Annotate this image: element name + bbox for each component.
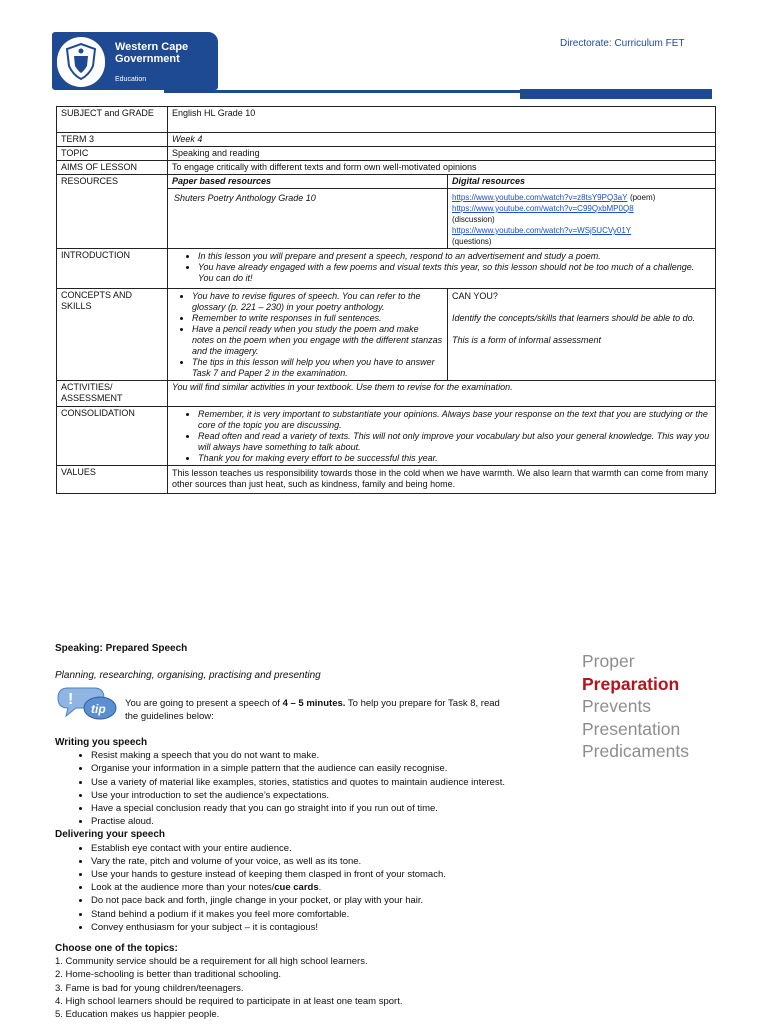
cue-cards: cue cards — [274, 882, 319, 894]
list-item: • Look at the audience more than your notes/cue cards. — [91, 881, 655, 894]
list-item: • You have already engaged with a few poems and visual texts this year, so this lesson should not be too much of a challenge. You can do it! — [198, 262, 711, 284]
list-item: • You have to revise figures of speech. You can refer to the glossary (p. 221 – 230) in your poetry anthology. — [192, 291, 443, 313]
org-dept: Education — [115, 76, 147, 83]
can-you-title: CAN YOU? — [452, 291, 498, 301]
list-item: 3. Fame is bad for young children/teenagers. — [55, 982, 244, 994]
list-item: • Practise aloud. — [91, 815, 655, 828]
tip-text: You are going to present a speech of 4 – 5 minutes. To help you prepare for Task 8, read the guidelines below: — [125, 698, 500, 722]
can-you-note: This is a form of informal assessment — [452, 335, 602, 345]
list-item: • Have a pencil ready when you study the poem and make notes on the poem when you engage with the different stanzas and the imagery. — [192, 324, 443, 357]
row-aims — [57, 161, 716, 175]
consolidation-content — [168, 407, 716, 466]
list-item: • Have a special conclusion ready that you can go straight into if you run out of time. — [91, 802, 655, 815]
values-label: VALUES — [57, 466, 168, 494]
resource-link[interactable]: https://www.youtube.com/watch?v=z8tsY9PQ3aY — [452, 193, 628, 202]
list-item: 5. Education makes us happier people. — [55, 1009, 220, 1021]
list-item: • Use your introduction to set the audience’s expectations. — [91, 789, 655, 802]
list-item: • Convey enthusiasm for your subject – it is contagious! — [91, 921, 655, 934]
subject-label: SUBJECT and GRADE — [57, 107, 168, 133]
list-item: • Stand behind a podium if it makes you feel more comfortable. — [91, 908, 655, 921]
paper-resource-item: Shuters Poetry Anthology Grade 10 — [168, 189, 448, 249]
list-item: • Resist making a speech that you do not want to make. — [91, 749, 655, 762]
row-topic — [57, 147, 716, 161]
term-value: Week 4 — [168, 133, 716, 147]
tip-icon — [56, 684, 118, 722]
svg-text:!: ! — [68, 691, 74, 708]
ppp-word: Presentation — [582, 718, 681, 739]
topic-value: Speaking and reading — [168, 147, 716, 161]
ppp-word: Predicaments — [582, 741, 689, 761]
directorate-label: Directorate: Curriculum FET — [560, 38, 685, 49]
list-item: • The tips in this lesson will help you when you have to answer Task 7 and Paper 2 in the examination. — [192, 357, 443, 379]
delivering-list — [55, 842, 655, 934]
writing-list — [55, 749, 655, 828]
wcg-logo — [52, 32, 218, 90]
row-values — [57, 466, 716, 494]
activities-label: ACTIVITIES/ ASSESSMENT — [57, 381, 168, 407]
paper-resources-head: Paper based resources — [168, 175, 448, 189]
list-item: 1. Community service should be a requirement for all high school learners. — [55, 956, 368, 968]
topics-title: Choose one of the topics: — [55, 943, 178, 955]
list-item: • Use your hands to gesture instead of keeping them clasped in front of your stomach. — [91, 868, 655, 881]
row-term — [57, 133, 716, 147]
list-item: • In this lesson you will prepare and present a speech, respond to an advertisement and study a poem. — [198, 251, 711, 262]
ppp-word: Proper — [582, 651, 635, 671]
row-concepts — [57, 289, 716, 381]
list-item: • Read often and read a variety of texts. This will not only improve your vocabulary but also your general knowledge. This way you will always have something to talk about. — [198, 431, 711, 453]
resource-link[interactable]: https://www.youtube.com/watch?v=WSj5UCVy01Y — [452, 226, 632, 235]
speech-guidelines — [55, 736, 655, 1021]
header-rule-accent — [520, 89, 712, 99]
ppp-word: Prevents — [582, 696, 652, 716]
topic-label: TOPIC — [57, 147, 168, 161]
resources-label: RESOURCES — [57, 175, 168, 249]
row-subject — [57, 107, 716, 133]
consolidation-label: CONSOLIDATION — [57, 407, 168, 466]
introduction-label: INTRODUCTION — [57, 249, 168, 289]
list-item: • Thank you for making every effort to be successful this year. — [198, 453, 711, 464]
introduction-content — [168, 249, 716, 289]
values-value: This lesson teaches us responsibility towards those in the cold when we have warmth. We also learn that warmth can come from many other sources than just heat, such as kindness, family and being home. — [168, 466, 716, 494]
list-item: • Remember to write responses in full sentences. — [192, 313, 443, 324]
term-label: TERM 3 — [57, 133, 168, 147]
ppp-word-highlight: Preparation — [582, 673, 680, 694]
row-consolidation — [57, 407, 716, 466]
svg-text:tip: tip — [91, 702, 106, 716]
row-resources-head — [57, 175, 716, 189]
resource-link[interactable]: https://www.youtube.com/watch?v=C99QxbMP0Q8 — [452, 204, 634, 213]
concepts-content — [168, 289, 448, 381]
list-item: • Remember, it is very important to substantiate your opinions. Always base your response on the text that you are studying or the core of the topic you are discussing. — [198, 409, 711, 431]
activities-value: You will find similar activities in your textbook. Use them to revise for the examination. — [168, 381, 716, 407]
delivering-title: Delivering your speech — [55, 829, 166, 841]
lesson-table — [56, 106, 716, 494]
list-item: • Use a variety of material like examples, stories, statistics and quotes to maintain audience interest. — [91, 776, 655, 789]
list-item: • Organise your information in a simple pattern that the audience can easily recognise. — [91, 762, 655, 775]
digital-resource-list: https://www.youtube.com/watch?v=z8tsY9PQ3aY (poem) https://www.youtube.com/watch?v=C99QxbMP0Q8 (discussion) https://www.youtube.com/watch?v=WSj5UCVy01Y (questions) — [448, 189, 716, 249]
list-item: 4. High school learners should be required to participate in at least one team sport. — [55, 995, 403, 1007]
speech-subtitle: Planning, researching, organising, practising and presenting — [55, 670, 321, 681]
list-item: 2. Home-schooling is better than traditional schooling. — [55, 969, 282, 981]
concepts-label: CONCEPTS AND SKILLS — [57, 289, 168, 381]
subject-value: English HL Grade 10 — [168, 107, 716, 133]
speech-title: Speaking: Prepared Speech — [55, 643, 188, 654]
writing-title: Writing you speech — [55, 737, 148, 748]
list-item: • Establish eye contact with your entire audience. — [91, 842, 655, 855]
aims-value: To engage critically with different texts and form own well-motivated opinions — [168, 161, 716, 175]
digital-resources-head: Digital resources — [448, 175, 716, 189]
list-item: • Do not pace back and forth, jingle change in your pocket, or play with your hair. — [91, 894, 655, 907]
can-you-text: Identify the concepts/skills that learners should be able to do. — [452, 313, 696, 323]
row-introduction — [57, 249, 716, 289]
coat-of-arms-icon — [57, 37, 105, 87]
row-activities — [57, 381, 716, 407]
list-item: • Vary the rate, pitch and volume of your voice, as well as its tone. — [91, 855, 655, 868]
can-you-box — [448, 289, 716, 381]
aims-label: AIMS OF LESSON — [57, 161, 168, 175]
topics-list — [55, 955, 655, 1021]
org-name: Western Cape Government — [115, 41, 189, 65]
